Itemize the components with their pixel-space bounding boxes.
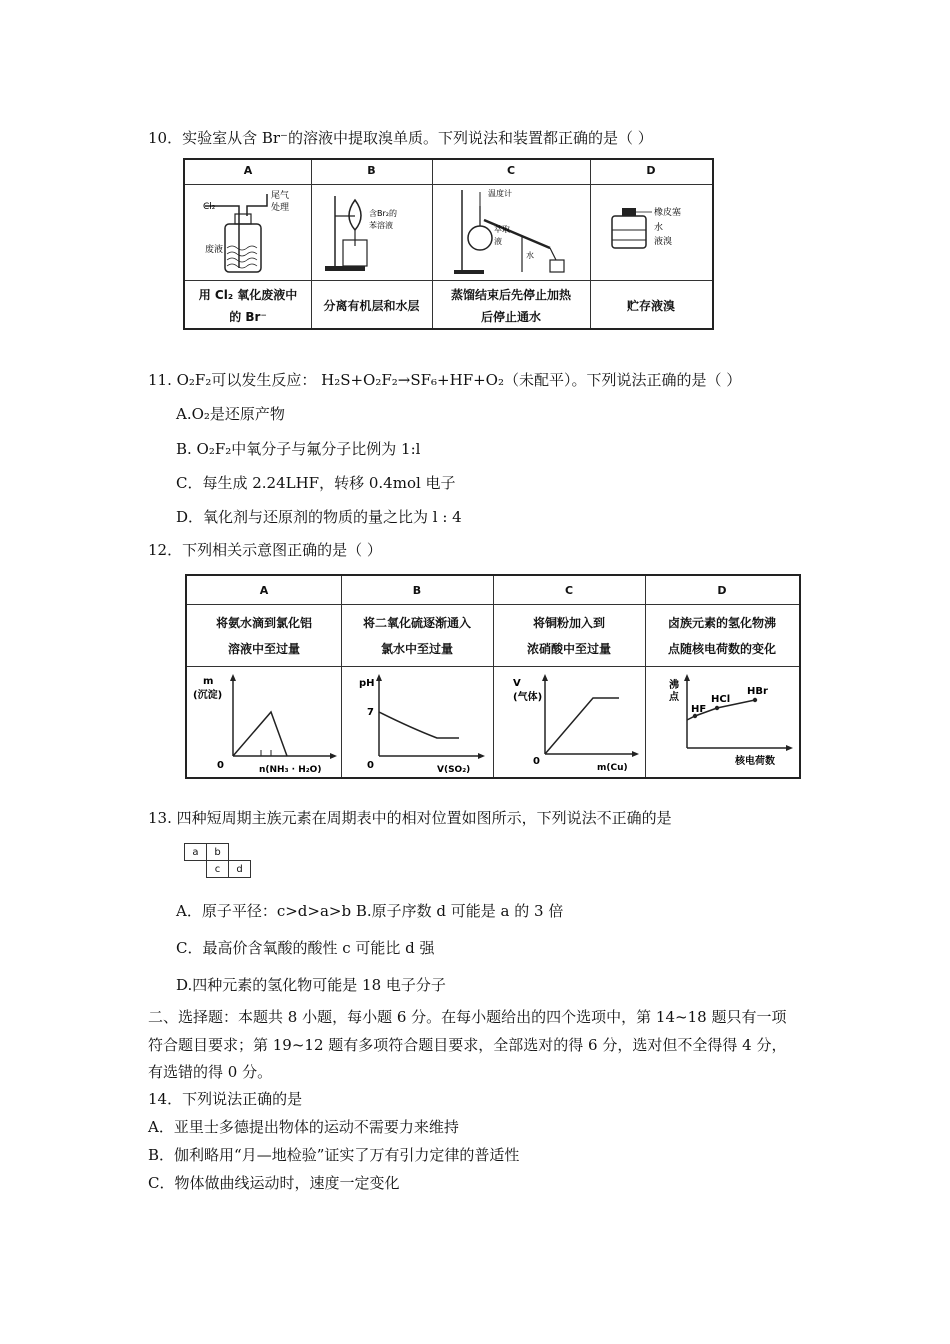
q12-table: [185, 574, 801, 779]
q12-stem: 12．下列相关示意图正确的是（ ）: [148, 541, 382, 559]
label-tail-gas: 尾气: [271, 191, 290, 201]
q10-col-a: A: [243, 164, 253, 177]
graph-a-xlabel: n(NH₃ · H₂O): [259, 765, 322, 775]
graph-d-point-hcl: HCl: [711, 694, 731, 705]
q12-col-c: C: [564, 584, 574, 597]
periodic-cell-d: d: [228, 860, 251, 878]
q11-option-a: A.O₂是还原产物: [176, 405, 285, 423]
label-water-layer: 水: [654, 223, 664, 233]
graph-a-ylabel-m: m: [203, 676, 214, 687]
q10-table: [183, 158, 714, 330]
graph-a-ylabel-precipitate: (沉淀): [193, 690, 223, 701]
graph-c-xlabel: m(Cu): [597, 763, 628, 773]
q10-col-d: D: [646, 164, 656, 177]
label-liquid-bromine: 液溴: [654, 237, 673, 247]
q12-desc-d2: 点随核电荷数的变化: [667, 642, 776, 656]
q10-caption-c2: 后停止通水: [480, 310, 541, 324]
q11-option-d: D．氧化剂与还原剂的物质的量之比为 l : 4: [176, 508, 462, 526]
q14-option-c: C．物体做曲线运动时，速度一定变化: [148, 1174, 400, 1192]
q12-desc-b2: 氯水中至过量: [380, 642, 453, 656]
q10-caption-d: 贮存液溴: [626, 299, 675, 313]
q12-desc-d1: 卤族元素的氢化物沸: [667, 616, 776, 630]
reagent-bottle-diagram: [590, 186, 712, 280]
graph-c-gas-volume: [493, 668, 645, 778]
graph-b-xlabel: V(SO₂): [437, 765, 471, 775]
graph-d-ylabel-1: 沸: [669, 680, 679, 691]
periodic-cell-c: c: [206, 860, 229, 878]
q14-option-b: B．伽利略用“月—地检验”证实了万有引力定律的普适性: [148, 1146, 520, 1164]
q10-caption-a1: 用 Cl₂ 氧化废液中: [198, 288, 298, 302]
q13-option-c: C．最高价含氧酸的酸性 c 可能比 d 强: [176, 939, 435, 957]
q11-option-c: C．每生成 2.24LHF，转移 0.4mol 电子: [176, 474, 456, 492]
q10-col-c: C: [506, 164, 516, 177]
graph-b-tick-7: 7: [367, 707, 374, 718]
q10-caption-b: 分离有机层和水层: [323, 299, 420, 313]
graph-d-ylabel-2: 点: [669, 692, 679, 703]
label-thermometer: 温度计: [488, 189, 512, 198]
graph-c-ylabel-gas: (气体): [513, 692, 543, 703]
graph-b-ph: [341, 668, 493, 778]
section2-line1: 二、选择题：本题共 8 小题，每小题 6 分。在每小题给出的四个选项中，第 14~18 题只有一项: [148, 1008, 787, 1026]
q13-option-d: D.四种元素的氢化物可能是 18 电子分子: [176, 976, 446, 994]
q10-caption-a2: 的 Br⁻: [229, 310, 267, 324]
graph-d-point-hbr: HBr: [747, 686, 768, 697]
periodic-cell-a: a: [184, 843, 207, 861]
q10-col-b: B: [367, 164, 376, 177]
label-waste: 废液: [205, 245, 224, 255]
label-liquid: 液: [494, 237, 502, 246]
section2-line3: 有选错的得 0 分。: [148, 1063, 273, 1081]
q12-col-a: A: [259, 584, 269, 597]
q14-stem: 14．下列说法正确的是: [148, 1090, 303, 1108]
q12-desc-a1: 将氨水滴到氯化铝: [215, 616, 312, 630]
graph-b-origin: 0: [367, 760, 374, 771]
graph-d-point-hf: HF: [691, 704, 707, 715]
graph-d-xlabel: 核电荷数: [735, 756, 775, 767]
graph-c-origin: 0: [533, 756, 540, 767]
graph-c-ylabel-v: V: [513, 678, 521, 689]
gas-washing-bottle-diagram: [185, 186, 311, 280]
q12-desc-b1: 将二氧化硫逐渐通入: [362, 616, 471, 630]
q12-desc-c1: 将铜粉加入到: [532, 616, 605, 630]
graph-a-precipitate: [187, 668, 341, 778]
graph-a-origin: 0: [217, 760, 224, 771]
label-extract: 萃取: [494, 225, 510, 234]
label-treatment: 处理: [271, 203, 290, 213]
label-br2-solution: 含Br₂的: [369, 209, 397, 218]
label-benzene: 苯溶液: [369, 221, 393, 230]
label-water: 水: [526, 251, 534, 260]
distillation-diagram: [432, 186, 590, 280]
label-rubber-stopper: 橡皮塞: [654, 208, 682, 218]
q11-stem: 11. O₂F₂可以发生反应： H₂S+O₂F₂→SF₆+HF+O₂（未配平）。下列说法正确的是（ ）: [148, 371, 742, 389]
q12-col-b: B: [412, 584, 422, 597]
q11-option-b: B. O₂F₂中氧分子与氟分子比例为 1:l: [176, 440, 421, 458]
section2-line2: 符合题目要求；第 19~12 题有多项符合题目要求，全部选对的得 6 分，选对但不全得得 4 分，: [148, 1036, 787, 1054]
q13-option-ab: A．原子平径：c>d>a>b B.原子序数 d 可能是 a 的 3 倍: [176, 902, 564, 920]
q12-col-d: D: [717, 584, 727, 597]
label-cl2: Cl₂: [203, 202, 216, 212]
q12-desc-c2: 浓硝酸中至过量: [526, 642, 611, 656]
periodic-cell-b: b: [206, 843, 229, 861]
graph-b-ylabel: pH: [359, 678, 375, 689]
separatory-funnel-diagram: [311, 186, 432, 280]
q13-stem: 13. 四种短周期主族元素在周期表中的相对位置如图所示，下列说法不正确的是: [148, 809, 672, 827]
q12-desc-a2: 溶液中至过量: [227, 642, 300, 656]
q10-caption-c1: 蒸馏结束后先停止加热: [450, 288, 571, 302]
q10-stem: 10．实验室从含 Br⁻的溶液中提取溴单质。下列说法和装置都正确的是（ ）: [148, 129, 653, 147]
q14-option-a: A．亚里士多德提出物体的运动不需要力来维持: [148, 1118, 459, 1136]
graph-d-boiling-point: [645, 668, 799, 778]
